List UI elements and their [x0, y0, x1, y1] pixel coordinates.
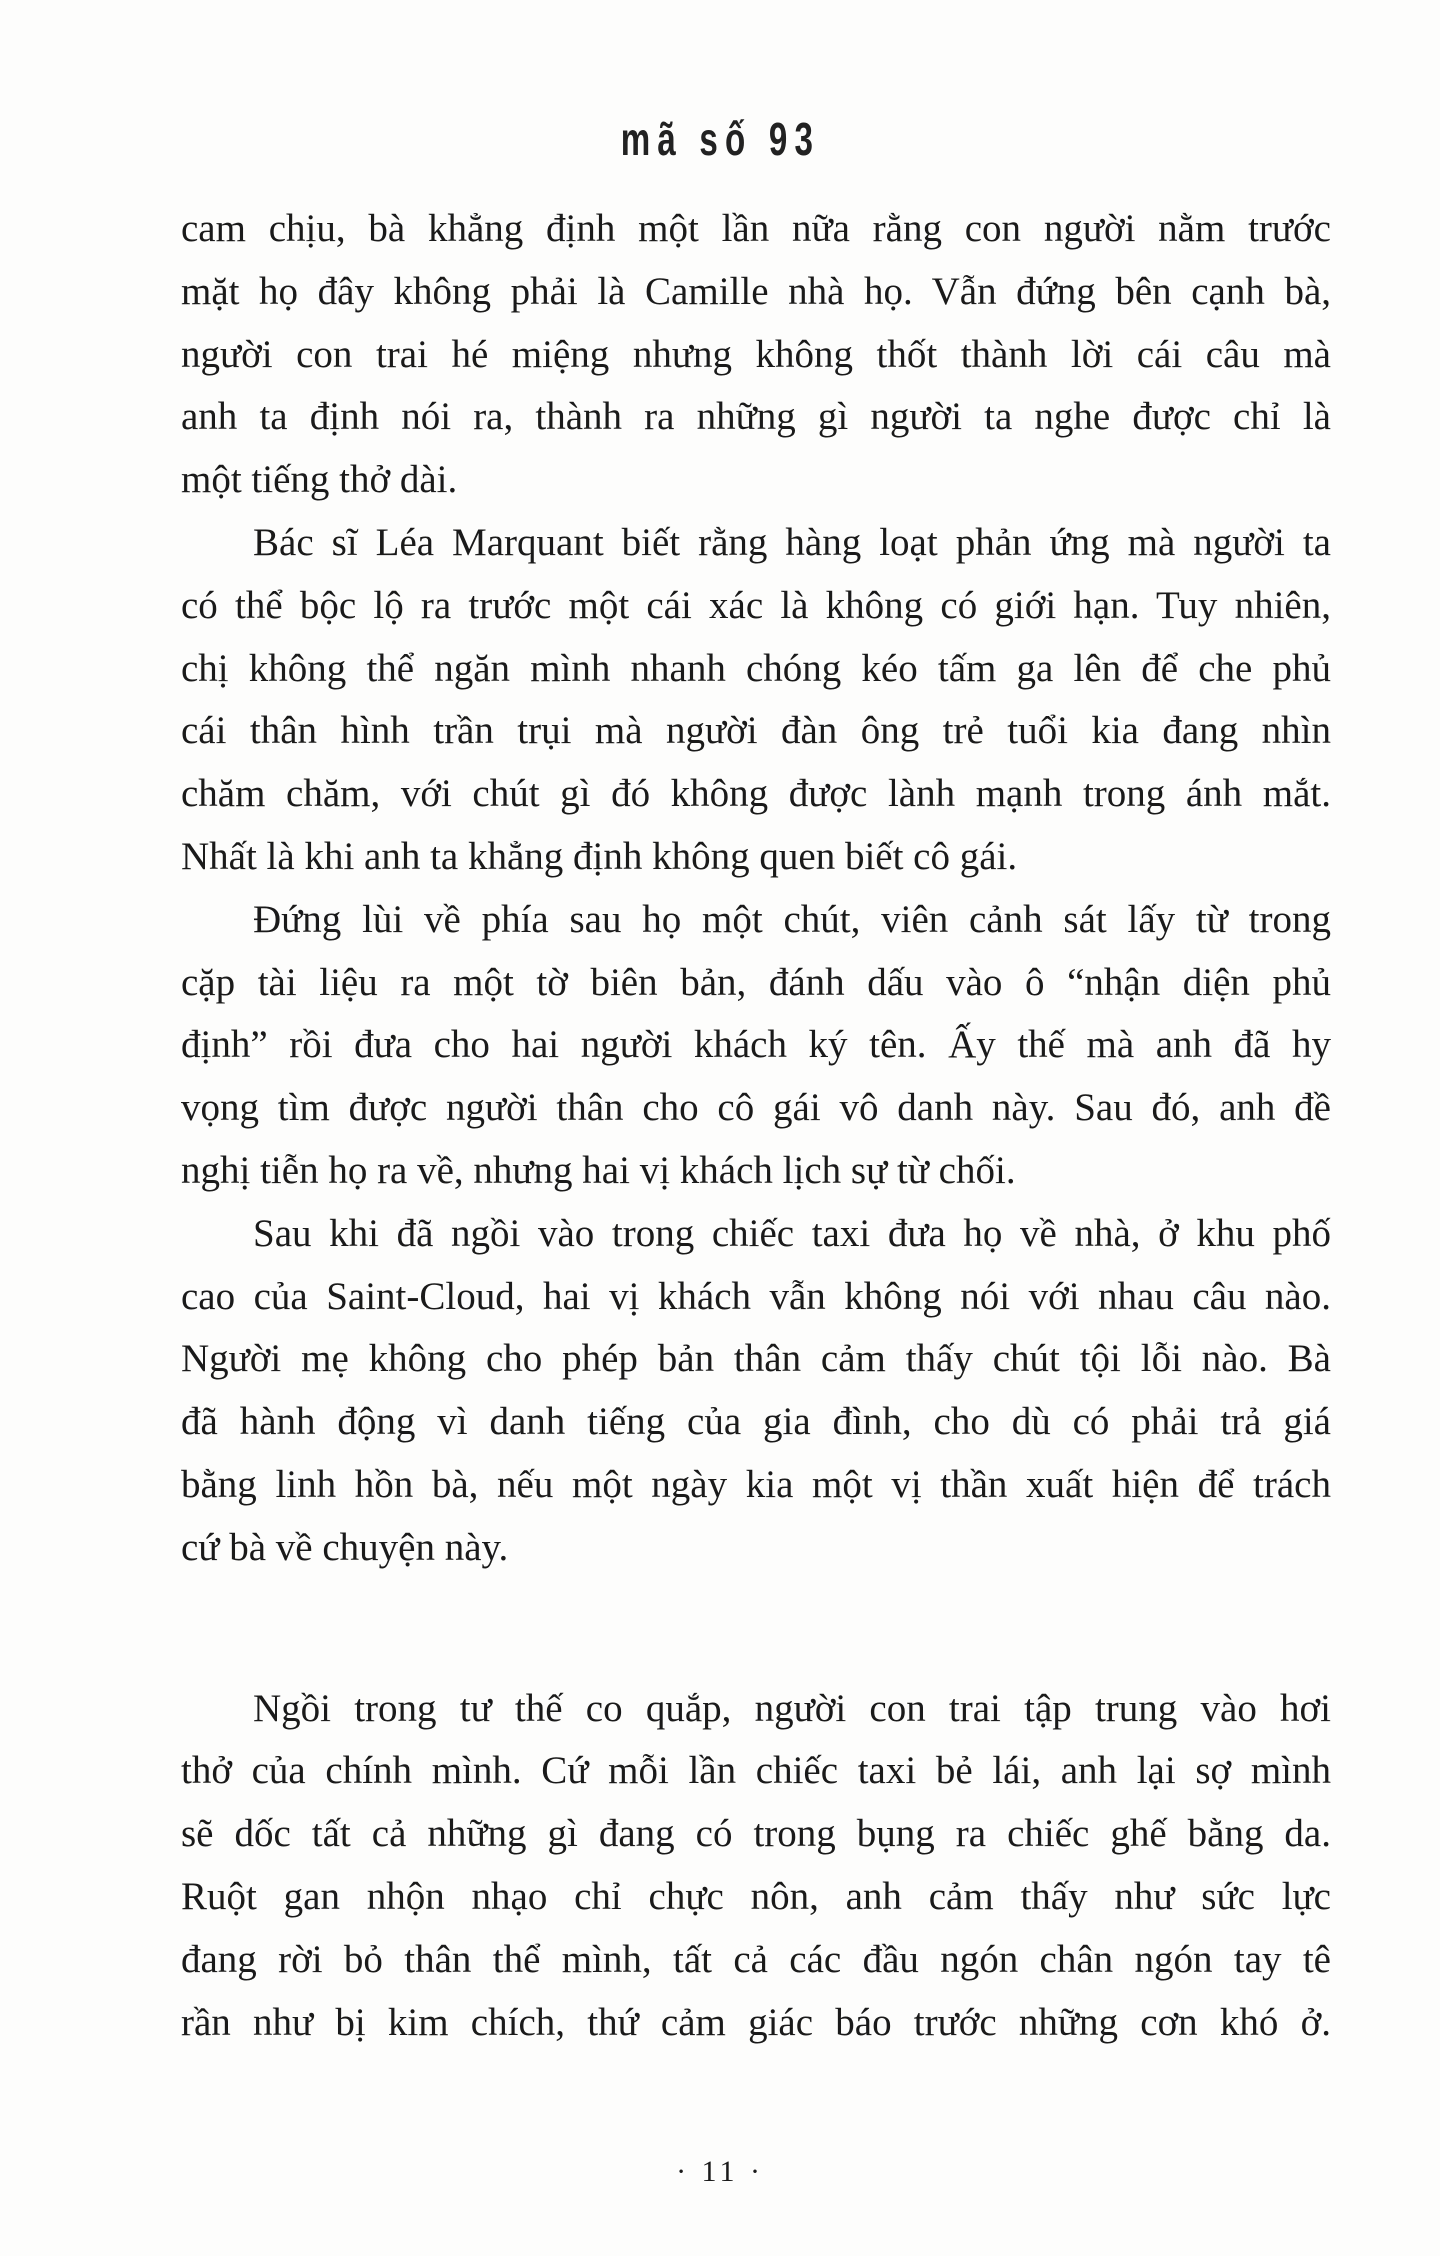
text-line: người con trai hé miệng nhưng không thốt thành lời cái câu mà	[181, 332, 1331, 376]
paragraph	[181, 1678, 1331, 2055]
text-line: cặp tài liệu ra một tờ biên bản, đánh dấu vào ô “nhận diện phủ	[181, 960, 1331, 1004]
text-line: anh ta định nói ra, thành ra những gì người ta nghe được chỉ là	[181, 395, 1331, 439]
text-line: một tiếng thở dài.	[181, 458, 458, 502]
text-line: thở của chính mình. Cứ mỗi lần chiếc taxi bẻ lái, anh lại sợ mình	[181, 1749, 1331, 1793]
text-line: Ngồi trong tư thế co quắp, người con trai tập trung vào hơi	[253, 1686, 1331, 1730]
text-line: có thể bộc lộ ra trước một cái xác là không có giới hạn. Tuy nhiên,	[181, 583, 1331, 627]
text-line: rần như bị kim chích, thứ cảm giác báo trước những cơn khó ở.	[181, 2000, 1331, 2044]
text-line: Người mẹ không cho phép bản thân cảm thấy chút tội lỗi nào. Bà	[181, 1337, 1331, 1381]
text-line: bằng linh hồn bà, nếu một ngày kia một vị thần xuất hiện để trách	[181, 1462, 1331, 1506]
text-line: đã hành động vì danh tiếng của gia đình, cho dù có phải trả giá	[181, 1400, 1331, 1444]
body-text	[181, 198, 1331, 2054]
section-break	[181, 1580, 1331, 1678]
paragraph	[181, 889, 1331, 1203]
text-line: chị không thể ngăn mình nhanh chóng kéo tấm ga lên để che phủ	[181, 646, 1331, 690]
text-line: cam chịu, bà khẳng định một lần nữa rằng con người nằm trước	[181, 207, 1331, 250]
text-line: nghị tiễn họ ra về, nhưng hai vị khách lịch sự từ chối.	[181, 1148, 1016, 1192]
text-line: Ruột gan nhộn nhạo chỉ chực nôn, anh cảm thấy như sức lực	[181, 1874, 1331, 1918]
text-line: cứ bà về chuyện này.	[181, 1525, 509, 1569]
text-line: Sau khi đã ngồi vào trong chiếc taxi đưa họ về nhà, ở khu phố	[253, 1211, 1331, 1255]
running-title: mã số 93	[620, 113, 820, 165]
text-line: mặt họ đây không phải là Camille nhà họ. Vẫn đứng bên cạnh bà,	[181, 269, 1331, 313]
paragraph	[181, 1203, 1331, 1580]
text-line: Nhất là khi anh ta khẳng định không quen biết cô gái.	[181, 834, 1018, 878]
text-line: đang rời bỏ thân thể mình, tất cả các đầu ngón chân ngón tay tê	[181, 1937, 1331, 1981]
paragraph	[181, 512, 1331, 889]
text-line: Đứng lùi về phía sau họ một chút, viên cảnh sát lấy từ trong	[253, 897, 1331, 941]
paragraph	[181, 198, 1331, 512]
page-number: · 11 ·	[676, 2155, 764, 2188]
text-line: cao của Saint-Cloud, hai vị khách vẫn không nói với nhau câu nào.	[181, 1274, 1331, 1318]
text-line: chăm chăm, với chút gì đó không được lành mạnh trong ánh mắt.	[181, 772, 1331, 816]
text-line: định” rồi đưa cho hai người khách ký tên. Ấy thế mà anh đã hy	[181, 1023, 1331, 1067]
text-line: cái thân hình trần trụi mà người đàn ông trẻ tuổi kia đang nhìn	[181, 709, 1331, 753]
text-line: sẽ dốc tất cả những gì đang có trong bụng ra chiếc ghế bằng da.	[181, 1812, 1331, 1856]
text-line: vọng tìm được người thân cho cô gái vô danh này. Sau đó, anh đề	[181, 1086, 1331, 1130]
running-header	[0, 112, 1440, 166]
text-line: Bác sĩ Léa Marquant biết rằng hàng loạt phản ứng mà người ta	[253, 520, 1331, 564]
